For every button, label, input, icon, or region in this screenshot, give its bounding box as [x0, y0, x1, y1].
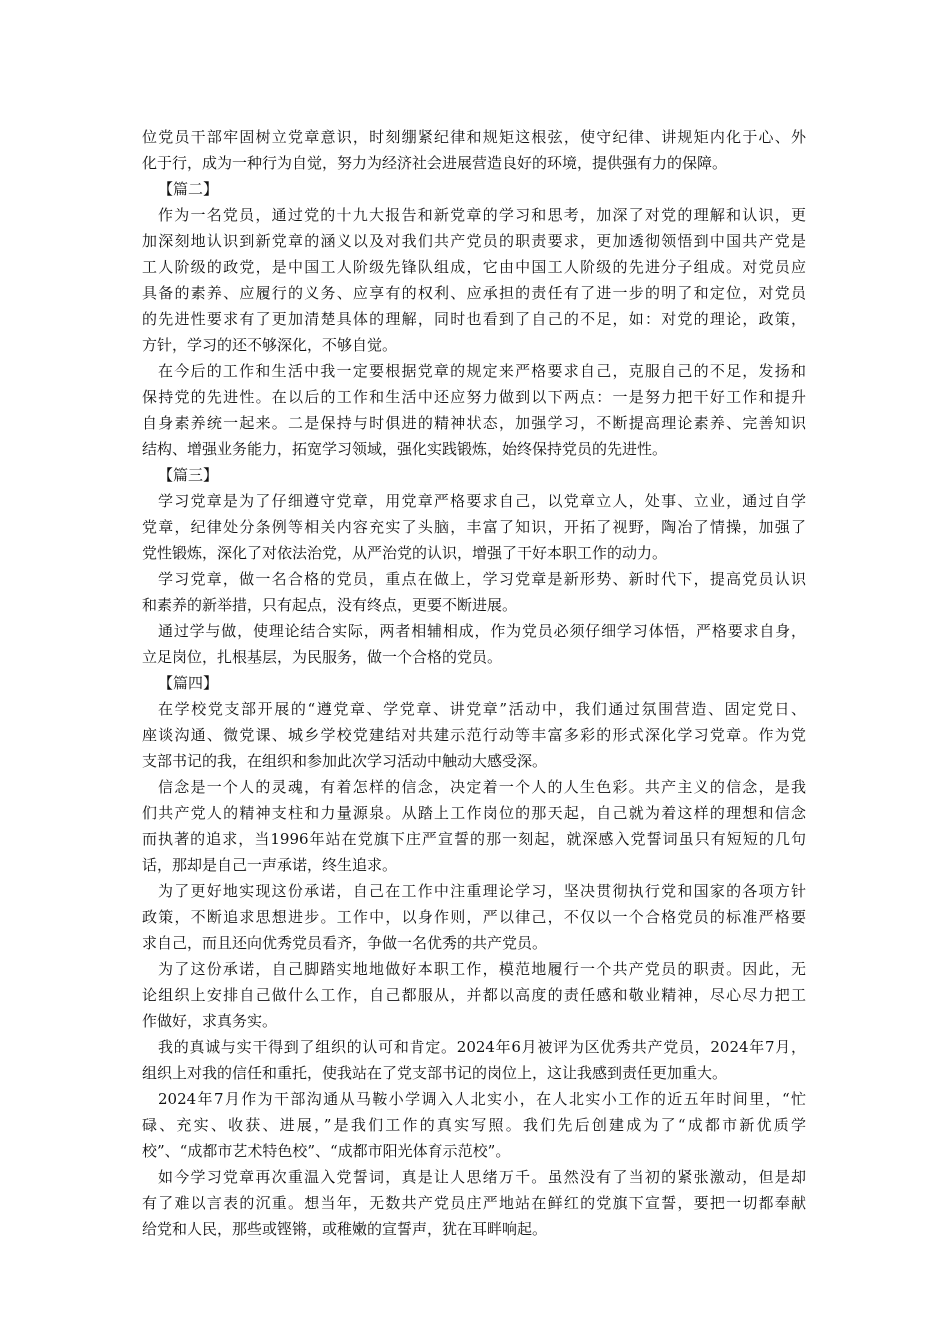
- text-line: 党性锻炼，深化了对依法治党，从严治党的认识，增强了干好本职工作的动力。: [142, 544, 668, 562]
- text-line: 话，那却是自己一声承诺，终生追求。: [142, 856, 398, 874]
- section4-paragraph-5: [142, 1034, 806, 1086]
- section4-paragraph-7: [142, 1164, 806, 1242]
- intro-paragraph: [142, 124, 806, 176]
- section3-paragraph-3: [142, 618, 806, 670]
- text-line: 学习党章是为了仔细遵守党章，用党章严格要求自己，以党章立人，处事、立业，通过自学: [158, 492, 806, 510]
- text-line: 结构、增强业务能力，拓宽学习领域，强化实践锻炼，始终保持党员的先进性。: [142, 440, 668, 458]
- text-line: 求自己，而且还向优秀党员看齐，争做一名优秀的共产党员。: [142, 934, 548, 952]
- text-line: 我的真诚与实干得到了组织的认可和肯定。2024年6月被评为区优秀共产党员，2024年7月，: [158, 1038, 806, 1056]
- text-line: 方针，学习的还不够深化，不够自觉。: [142, 336, 398, 354]
- text-line: 在学校党支部开展的“遵党章、学党章、讲党章”活动中，我们通过氛围营造、固定党日、: [158, 700, 806, 718]
- text-line: 如今学习党章再次重温入党誓词，真是让人思绪万千。虽然没有了当初的紧张激动，但是却: [158, 1168, 806, 1186]
- text-line: 工人阶级的政党，是中国工人阶级先锋队组成，它由中国工人阶级的先进分子组成。对党员应: [142, 258, 806, 276]
- text-line: 作做好，求真务实。: [142, 1012, 278, 1030]
- text-line: 党章，纪律处分条例等相关内容充实了头脑，丰富了知识，开拓了视野，陶冶了情操，加强了: [142, 518, 806, 536]
- text-line: 加深刻地认识到新党章的涵义以及对我们共产党员的职责要求，更加透彻领悟到中国共产党是: [142, 232, 806, 250]
- section4-paragraph-6: [142, 1086, 806, 1164]
- text-line: 而执著的追求，当1996年站在党旗下庄严宣誓的那一刻起，就深感入党誓词虽只有短短的几句: [142, 830, 806, 848]
- section4-paragraph-1: [142, 696, 806, 774]
- section3-paragraph-2: [142, 566, 806, 618]
- text-line: 的先进性要求有了更加清楚具体的理解，同时也看到了自己的不足，如：对党的理论，政策，: [142, 310, 806, 328]
- text-line: 通过学与做，使理论结合实际，两者相辅相成，作为党员必须仔细学习体悟，严格要求自身，: [158, 622, 806, 640]
- text-line: 信念是一个人的灵魂，有着怎样的信念，决定着一个人的人生色彩。共产主义的信念，是我: [158, 778, 806, 796]
- section2-paragraph-2: [142, 358, 806, 462]
- text-line: 支部书记的我，在组织和参加此次学习活动中触动大感受深。: [142, 752, 548, 770]
- text-line: 碌、充实、收获、进展，”是我们工作的真实写照。我们先后创建成为了“成都市新优质学: [142, 1116, 806, 1134]
- text-line: 2024年7月作为干部沟通从马鞍小学调入人北实小，在人北实小工作的近五年时间里，“忙: [158, 1090, 806, 1108]
- text-line: 在今后的工作和生活中我一定要根据党章的规定来严格要求自己，克服自己的不足，发扬和: [158, 362, 806, 380]
- text-line: 保持党的先进性。在以后的工作和生活中还应努力做到以下两点：一是努力把干好工作和提升: [142, 388, 806, 406]
- section4-paragraph-4: [142, 956, 806, 1034]
- text-line: 校”、“成都市艺术特色校”、“成都市阳光体育示范校”。: [142, 1142, 511, 1160]
- text-line: 给党和人民，那些或铿锵，或稚嫩的宣誓声，犹在耳畔响起。: [142, 1220, 548, 1238]
- text-line: 为了这份承诺，自己脚踏实地地做好本职工作，模范地履行一个共产党员的职责。因此，无: [158, 960, 806, 978]
- section-heading-3: 【篇三】: [158, 466, 219, 484]
- section-heading-4: 【篇四】: [158, 674, 219, 692]
- section4-paragraph-2: [142, 774, 806, 878]
- text-line: 们共产党人的精神支柱和力量源泉。从踏上工作岗位的那天起，自己就为着这样的理想和信念: [142, 804, 806, 822]
- text-line: 学习党章，做一名合格的党员，重点在做上，学习党章是新形势、新时代下，提高党员认识: [158, 570, 806, 588]
- text-line: 化于行，成为一种行为自觉，努力为经济社会进展营造良好的环境，提供强有力的保障。: [142, 154, 728, 172]
- text-line: 有了难以言表的沉重。想当年，无数共产党员庄严地站在鲜红的党旗下宣誓，要把一切都奉献: [142, 1194, 806, 1212]
- text-line: 组织上对我的信任和重托，使我站在了党支部书记的岗位上，这让我感到责任更加重大。: [142, 1064, 728, 1082]
- section3-paragraph-1: [142, 488, 806, 566]
- text-line: 和素养的新举措，只有起点，没有终点，更要不断进展。: [142, 596, 518, 614]
- section2-paragraph-1: [142, 202, 806, 358]
- text-line: 为了更好地实现这份承诺，自己在工作中注重理论学习，坚决贯彻执行党和国家的各项方针: [158, 882, 806, 900]
- section4-paragraph-3: [142, 878, 806, 956]
- text-line: 具备的素养、应履行的义务、应享有的权利、应承担的责任有了进一步的明了和定位，对党员: [142, 284, 806, 302]
- text-line: 政策，不断追求思想进步。工作中，以身作则，严以律己，不仅以一个合格党员的标准严格要: [142, 908, 806, 926]
- document-body: [142, 124, 806, 1242]
- text-line: 位党员干部牢固树立党章意识，时刻绷紧纪律和规矩这根弦，使守纪律、讲规矩内化于心、外: [142, 128, 806, 146]
- section-heading-2: 【篇二】: [158, 180, 219, 198]
- text-line: 立足岗位，扎根基层，为民服务，做一个合格的党员。: [142, 648, 503, 666]
- text-line: 座谈沟通、微党课、城乡学校党建结对共建示范行动等丰富多彩的形式深化学习党章。作为党: [142, 726, 806, 744]
- text-line: 自身素养统一起来。二是保持与时俱进的精神状态，加强学习，不断提高理论素养、完善知识: [142, 414, 806, 432]
- text-line: 论组织上安排自己做什么工作，自己都服从，并都以高度的责任感和敬业精神，尽心尽力把工: [142, 986, 806, 1004]
- text-line: 作为一名党员，通过党的十九大报告和新党章的学习和思考，加深了对党的理解和认识，更: [158, 206, 806, 224]
